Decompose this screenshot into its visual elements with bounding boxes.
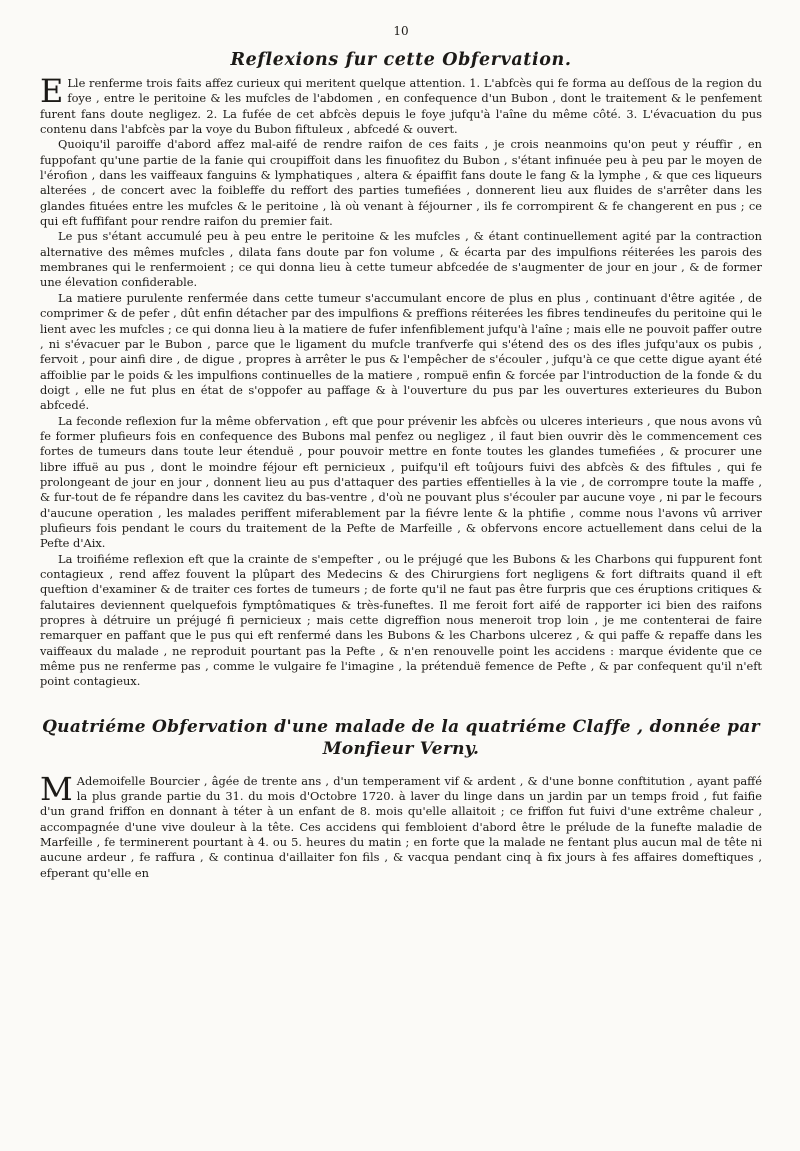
paragraph-3: Le pus s'étant accumulé peu à peu entre le peritoine & les mufcles , & étant continuellement agité par la contraction alternative des mêmes mufcles , dilata fans doute par fon volume , & écarta par des impulfions réiterées les parois des membranes qui le renfermoient ; ce qui donna lieu à cette tumeur abfcedée de s'augmenter de jour en jour , & de former une élevation confiderable. — [40, 229, 762, 290]
drop-cap: E — [40, 72, 64, 110]
paragraph-4: La matiere purulente renfermée dans cette tumeur s'accumulant encore de plus en plus , continuant d'être agitée , de comprimer & de pefer , dût enfin détacher par des impulfions & preffions réiterées les fibres tendineufes du peritoine qui le lient avec les mufcles ; ce qui donna lieu à la matiere de fufer infenfiblement jufqu'à l'aîne ; mais elle ne pouvoit paffer outre , ni s'évacuer par le Bubon , parce que le ligament du mufcle tranfverfe qui s'étend des os des ifles jufqu'aux os pubis , fervoit , pour ainfi dire , de digue , propres à arrêter le pus & l'empêcher de s'écouler , jufqu'à ce que cette digue ayant été affoiblie par le poids & les impulfions continuelles de la matiere , rompuë enfin & forcée par l'introduction de la fonde & du doigt , elle ne fut plus en état de s'oppofer au paffage & à l'ouverture du pus par les ouvertures exterieures du Bubon abfcedé. — [40, 290, 762, 413]
paragraph-text: Ademoifelle Bourcier , âgée de trente ans , d'un temperament vif & ardent , & d'une bonne conftitution , ayant paffé la plus grande partie du 31. du mois d'Octobre 1720. à laver du linge dans un jardin par un temps froid , fut faifie d'un grand friffon en donnant à téter à un enfant de 8. mois qu'elle allaitoit ; ce friffon fut fuivi d'une extrême chaleur , accompagnée d'une vive douleur à la tête. Ces accidens qui fembloient d'abord être le prélude de la funefte maladie de Marfeille , fe terminerent pourtant à 4. ou 5. heures du matin ; en forte que la malade ne fentant plus aucun mal de tête ni aucune ardeur , fe raffura , & continua d'aillaiter fon fils , & vacqua pendant cinq à fix jours à fes affaires domeftiques , efperant qu'elle en — [40, 773, 762, 880]
paragraph-6: La troifiéme reflexion eft que la crainte de s'empefter , ou le préjugé que les Bubons & les Charbons qui fuppurent font contagieux , rend affez fouvent la plûpart des Medecins & des Chirurgiens fort negligens & fort diftraits quand il eft queftion d'examiner & de traiter ces fortes de tumeurs ; de forte qu'il ne faut pas être furpris que ces éruptions critiques & falutaires deviennent quelquefois fymptômatiques & très-funeftes. Il me feroit fort aifé de rapporter ici bien des raifons propres à détruire un préjugé fi pernicieux ; mais cette digreffion nous meneroit trop loin , je me contenterai de faire remarquer en paffant que le pus qui eft renfermé dans les Bubons & les Charbons ulcerez , & qui paffe & repaffe dans les vaiffeaux du malade , ne reproduit pourtant pas la Pefte , & n'en renouvelle point les accidens : marque évidente que ce même pus ne renferme pas , comme le vulgaire fe l'imagine , la prétenduë femence de Pefte , & par confequent qu'il n'eft point contagieux. — [40, 551, 762, 689]
paragraph-1 — [40, 72, 762, 137]
section-paragraph — [40, 769, 762, 881]
page-number: 10 — [393, 24, 409, 38]
section-title: Quatriéme Obfervation d'une malade de la quatriéme Claffe , donnée par Monfieur Verny. — [42, 716, 760, 759]
paragraph-2: Quoiqu'il paroiffe d'abord affez mal-aifé de rendre raifon de ces faits , je crois neanmoins qu'on peut y réuffir , en fuppofant qu'une partie de la fanie qui croupiffoit dans les finuofitez du Bubon , s'étant infinuée peu à peu par le moyen de l'érofion , dans les vaiffeaux fanguins & lymphatiques , altera & épaiffit fans doute le fang & la lymphe , & que ces liqueurs alterées , de concert avec la foibleffe du reffort des parties tumefiées , donnerent lieu aux fluides de s'arrêter dans les glandes fituées entre les mufcles & le peritoine , là où venant à féjourner , ils fe corrompirent & fe changerent en pus ; ce qui eft fuffifant pour rendre raifon du premier fait. — [40, 137, 762, 229]
drop-cap: M — [40, 769, 73, 808]
paragraph-text: Lle renferme trois faits affez curieux qui meritent quelque attention. 1. L'abfcès qui fe forma au deſſous de la region du foye , entre le peritoine & les mufcles de l'abdomen , en confequence d'un Bubon , dont le traitement & le penfement furent fans doute negligez. 2. La fufée de cet abfcès depuis le foye jufqu'à l'aîne du même côté. 3. L'évacuation du pus contenu dans l'abfcès par la voye du Bubon fiftuleux , abfcedé & ouvert. — [40, 76, 762, 137]
page-title: Reflexions fur cette Obfervation. — [230, 50, 572, 70]
paragraph-5: La feconde reflexion fur la même obfervation , eft que pour prévenir les abfcès ou ulceres interieurs , que nous avons vû fe former plufieurs fois en confequence des Bubons mal penfez ou negligez , il faut bien ouvrir dès le commencement ces fortes de tumeurs dans toute leur étenduë , pour pouvoir mettre en fonte toutes les glandes tumefiées , & procurer une libre iffuë au pus , dont le moindre féjour eft pernicieux , puifqu'il eft toûjours fuivi des abfcès & des fiftules , qui fe prolongeant de jour en jour , donnent lieu au pus d'attaquer des parties effentielles à la vie , de corrompre toute la maffe , & fur-tout de fe répandre dans les cavitez du bas-ventre , d'où ne pouvant plus s'écouler par aucune voye , ni par le fecours d'aucune operation , les malades periffent miferablement par la fiévre lente & la phtifie , comme nous l'avons vû arriver plufieurs fois pendant le cours du traitement de la Pefte de Marfeille , & obfervons encore actuellement dans celui de la Pefte d'Aix. — [40, 413, 762, 551]
